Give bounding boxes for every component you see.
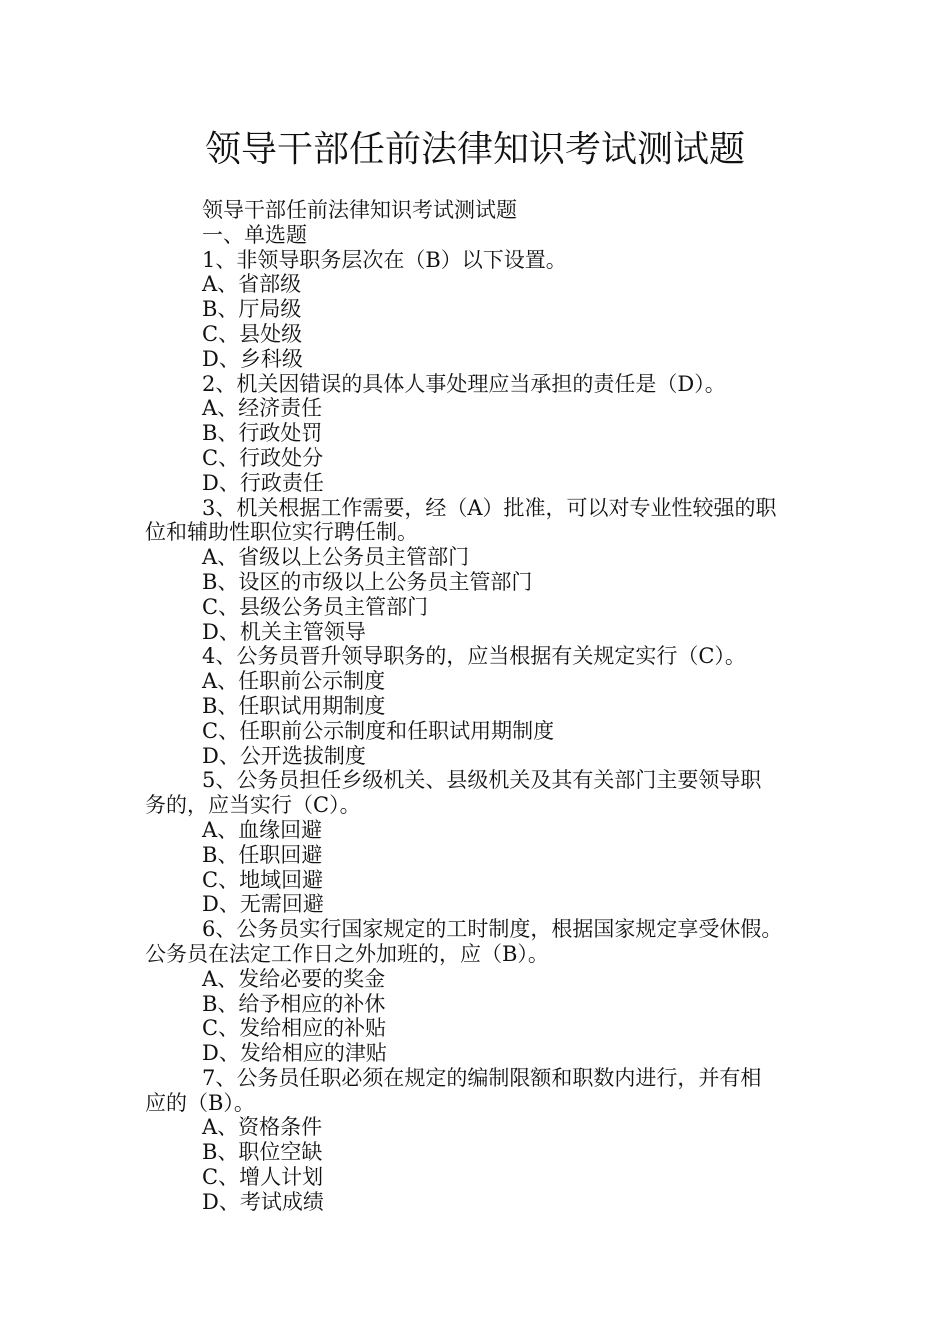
text-line: 3、机关根据工作需要，经（A）批准，可以对专业性较强的职 xyxy=(202,495,777,520)
text-line: A、省部级 xyxy=(202,272,302,297)
text-line: C、县处级 xyxy=(202,321,303,346)
text-line: A、任职前公示制度 xyxy=(202,669,386,694)
text-line: 1、非领导职务层次在（B）以下设置。 xyxy=(202,247,567,272)
text-line: D、行政责任 xyxy=(202,470,324,495)
text-line: 领导干部任前法律知识考试测试题 xyxy=(202,198,517,222)
text-line: C、县级公务员主管部门 xyxy=(202,594,429,619)
text-line: B、厅局级 xyxy=(202,297,302,322)
text-line: A、经济责任 xyxy=(202,396,323,421)
text-line: A、资格条件 xyxy=(202,1115,323,1140)
text-line: 4、公务员晋升领导职务的，应当根据有关规定实行（C）。 xyxy=(202,644,746,669)
text-line: D、机关主管领导 xyxy=(202,619,366,644)
text-line: C、任职前公示制度和任职试用期制度 xyxy=(202,718,555,743)
text-line: C、行政处分 xyxy=(202,445,324,470)
text-line: A、省级以上公务员主管部门 xyxy=(202,545,470,570)
document-title: 领导干部任前法律知识考试测试题 xyxy=(204,129,745,170)
text-line: B、行政处罚 xyxy=(202,421,323,446)
text-line: A、发给必要的奖金 xyxy=(202,966,386,991)
text-line: D、乡科级 xyxy=(202,346,303,371)
document-body xyxy=(145,198,825,1215)
text-line: 2、机关因错误的具体人事处理应当承担的责任是（D）。 xyxy=(202,371,726,396)
text-line: B、给予相应的补休 xyxy=(202,991,386,1016)
text-line: C、地域回避 xyxy=(202,867,324,892)
text-line: 务的，应当实行（C）。 xyxy=(145,793,361,818)
text-line: D、公开选拔制度 xyxy=(202,743,366,768)
text-line: 公务员在法定工作日之外加班的，应（B）。 xyxy=(145,941,549,966)
text-line: D、无需回避 xyxy=(202,892,324,917)
text-line: C、发给相应的补贴 xyxy=(202,1016,387,1041)
text-line: D、考试成绩 xyxy=(202,1189,324,1214)
text-line: B、职位空缺 xyxy=(202,1140,323,1165)
text-line: 位和辅助性职位实行聘任制。 xyxy=(145,520,418,545)
text-line: 一、单选题 xyxy=(202,222,307,247)
text-line: 应的（B）。 xyxy=(145,1090,255,1115)
text-line: D、发给相应的津贴 xyxy=(202,1041,387,1066)
text-line: B、设区的市级以上公务员主管部门 xyxy=(202,569,533,594)
text-line: 5、公务员担任乡级机关、县级机关及其有关部门主要领导职 xyxy=(202,768,762,793)
text-line: 6、公务员实行国家规定的工时制度，根据国家规定享受休假。 xyxy=(202,917,783,942)
text-line: 7、公务员任职必须在规定的编制限额和职数内进行，并有相 xyxy=(202,1065,762,1090)
text-line: A、血缘回避 xyxy=(202,817,323,842)
text-line: C、增人计划 xyxy=(202,1165,324,1190)
text-line: B、任职试用期制度 xyxy=(202,693,386,718)
text-line: B、任职回避 xyxy=(202,842,323,867)
